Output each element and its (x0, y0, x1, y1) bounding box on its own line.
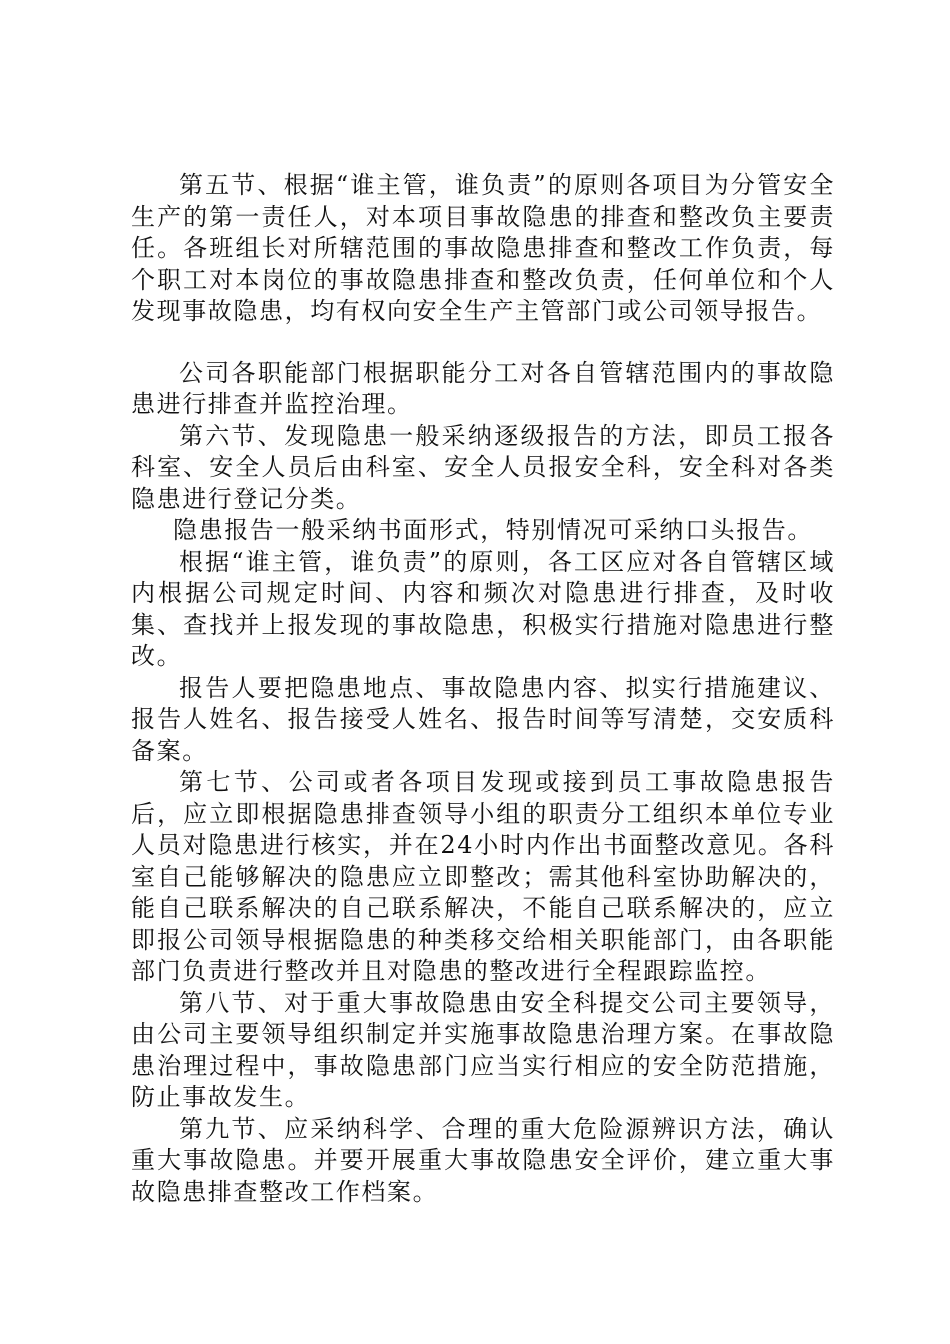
paragraph-section-7: 第七节、公司或者各项目发现或接到员工事故隐患报告后，应立即根据隐患排查领导小组的职责分工组织本单位专业人员对隐患进行核实，并在24小时内作出书面整改意见。各科室自己能够解决的隐患应立即整改；需其他科室协助解决的，能自己联系解决的自己联系解决，不能自己联系解决的，应立即报公司领导根据隐患的种类移交给相关职能部门，由各职能部门负责进行整改并且对隐患的整改进行全程跟踪监控。 (131, 768, 835, 985)
document-body (131, 170, 835, 1208)
paragraph-section-5: 第五节、根据“谁主管，谁负责”的原则各项目为分管安全生产的第一责任人，对本项目事故隐患的排查和整改负主要责任。各班组长对所辖范围的事故隐患排查和整改工作负责，每个职工对本岗位的事故隐患排查和整改负责，任何单位和个人发现事故隐患，均有权向安全生产主管部门或公司领导报告。 (131, 171, 835, 325)
paragraph-section-9: 第九节、应采纳科学、合理的重大危险源辨识方法，确认重大事故隐患。并要开展重大事故隐患安全评价，建立重大事故隐患排查整改工作档案。 (131, 1114, 835, 1206)
paragraph-section-6: 第六节、发现隐患一般采纳逐级报告的方法，即员工报各科室、安全人员后由科室、安全人员报安全科，安全科对各类隐患进行登记分类。 (131, 421, 835, 513)
paragraph-reporter-details: 报告人要把隐患地点、事故隐患内容、拟实行措施建议、报告人姓名、报告接受人姓名、报告时间等写清楚，交安质科备案。 (131, 673, 835, 765)
paragraph-work-area-inspection: 根据“谁主管，谁负责”的原则，各工区应对各自管辖区域内根据公司规定时间、内容和频次对隐患进行排查，及时收集、查找并上报发现的事故隐患，积极实行措施对隐患进行整改。 (131, 547, 835, 670)
paragraph-department-duties: 公司各职能部门根据职能分工对各自管辖范围内的事故隐患进行排查并监控治理。 (131, 358, 835, 418)
paragraph-report-form: 隐患报告一般采纳书面形式，特别情况可采纳口头报告。 (173, 516, 813, 544)
paragraph-section-8: 第八节、对于重大事故隐患由安全科提交公司主要领导，由公司主要领导组织制定并实施事故隐患治理方案。在事故隐患治理过程中，事故隐患部门应当实行相应的安全防范措施，防止事故发生。 (131, 988, 835, 1111)
